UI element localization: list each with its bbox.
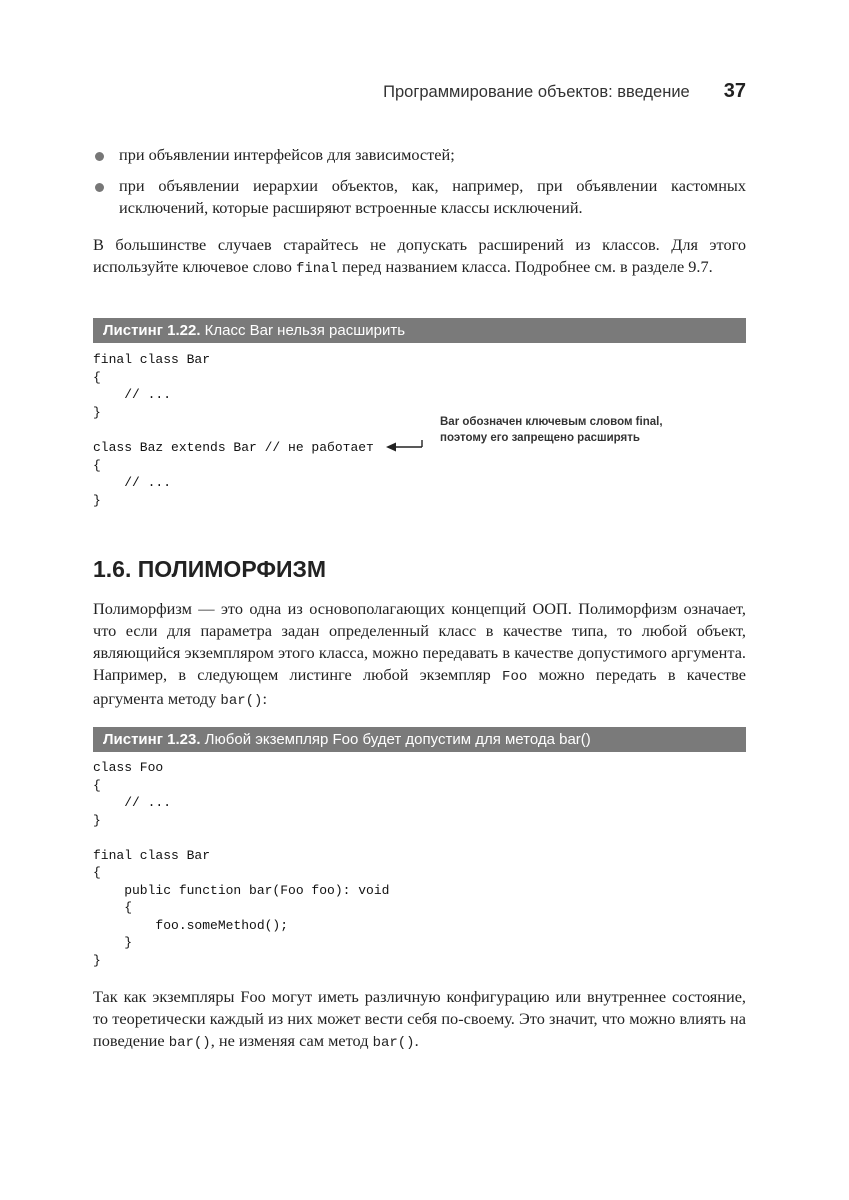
text-run: . [414,1031,419,1050]
inline-code: final [295,261,338,277]
list-item [93,144,746,166]
listing-caption: Класс Bar нельзя расширить [200,322,406,339]
listing-caption: Любой экземпляр Foo будет допустим для метода bar() [200,731,591,748]
inline-code: bar() [372,1035,415,1051]
listing-1-22-header [93,318,746,343]
code-block-bar: final class Bar { // ... } [93,352,211,420]
arrow-left-icon [386,440,434,454]
list-item [93,175,746,219]
page-number: 37 [723,80,746,102]
list-item-text: при объявлении иерархии объектов, как, например, при объявлении кастомных исключений, которые расширяют встроенные классы исключений. [119,176,746,217]
text-run: Полиморфизм — это одна из основополагающих концепций ООП. Полиморфизм означает, что если для параметра задан определенный класс в качестве типа, то любой объект, являющийся экземпляром этого класса, можно передавать в качестве допустимого аргумента. Например, в следующем листинге любой экземпляр [93,599,746,684]
inline-code: bar() [220,693,263,709]
listing-label: Листинг 1.22. [103,322,201,339]
code-block-foo-bar: class Foo { // ... } final class Bar { public function bar(Foo foo): void { foo.someMethod(); } } [93,760,390,968]
listing-1-23-header [93,727,746,752]
paragraph-final-advice [93,234,746,280]
chapter-title: Программирование объектов: введение [383,83,690,101]
list-item-text: при объявлении интерфейсов для зависимостей; [119,145,455,164]
text-run: , не изменяя сам метод [210,1031,373,1050]
paragraph-polymorphism [93,598,746,712]
text-run: Так как экземпляры Foo могут иметь различную конфигурацию или внутреннее состояние, то теоретически каждый из них может вести себя по-своему. Это значит, что можно влиять на поведение [93,987,746,1050]
listing-label: Листинг 1.23. [103,731,201,748]
bullet-icon [95,152,104,161]
text-run: : [262,689,267,708]
paragraph-foo-instances [93,986,746,1054]
bullet-icon [95,183,104,192]
code-block-baz: class Baz extends Bar // не работает { // ... } [93,440,374,508]
running-header [383,80,746,103]
text-run: можно передать в качестве аргумента методу [93,665,746,708]
bullet-list [93,144,746,228]
code-annotation: Bar обозначен ключевым словом final, поэтому его запрещено расширять [440,416,663,444]
inline-code: bar() [168,1035,211,1051]
section-heading: 1.6. ПОЛИМОРФИЗМ [93,556,327,582]
text-run: перед названием класса. Подробнее см. в разделе 9.7. [337,257,713,276]
inline-code: Foo [502,669,528,685]
text-run: В большинстве случаев старайтесь не допускать расширений из классов. Для этого используйте ключевое слово [93,235,746,276]
